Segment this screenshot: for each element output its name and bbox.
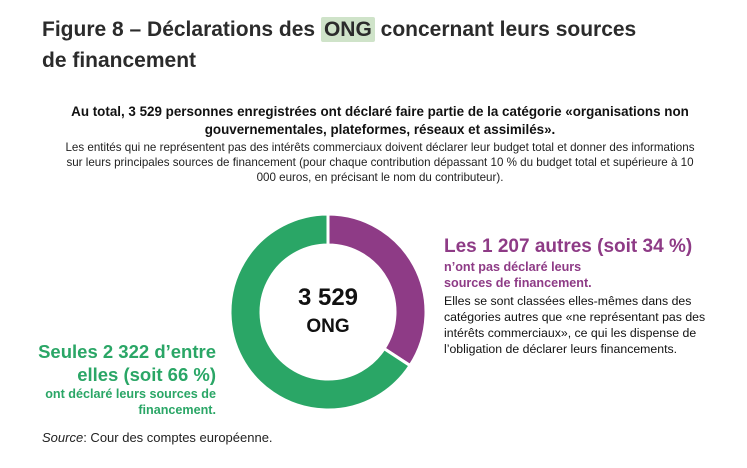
annotation-declared <box>20 340 216 418</box>
figure-title <box>42 14 642 76</box>
declared-headline: Seules 2 322 d’entre elles (soit 66 %) <box>38 341 216 385</box>
title-prefix: Figure 8 – Déclarations des <box>42 18 316 41</box>
center-value: 3 529 <box>297 284 359 311</box>
declared-subline: ont déclaré leurs sources de financement. <box>45 387 216 417</box>
intro-body: Les entités qui ne représentent pas des intérêts commerciaux doivent déclarer leur budget total et donner des informations sur leurs principales sources de financement (pour chaque contribution dépassant 10 % du budget total et supérieure à 10 000 euros, en précisant le nom du contributeur). <box>65 141 695 184</box>
source-label: Source <box>42 430 84 445</box>
intro-lead: Au total, 3 529 personnes enregistrées ont déclaré faire partie de la catégorie «organisations non gouvernementales, plateformes, réseaux et assimilés». <box>71 104 689 137</box>
not-declared-headline: Les 1 207 autres (soit 34 %) <box>444 236 693 257</box>
title-suffix: concernant leurs sources de financement <box>42 18 637 72</box>
intro-block <box>60 103 700 185</box>
not-declared-subline: n’ont pas déclaré leurs sources de financement. <box>444 260 592 290</box>
not-declared-description: Elles se sont classées elles-mêmes dans des catégories autres que «ne représentant pas des intérêts commerciaux», ce qui les dispense de l’obligation de déclarer leurs financements. <box>444 294 706 356</box>
center-label: ONG <box>306 316 350 337</box>
source-note <box>42 430 273 445</box>
source-text: : Cour des comptes européenne. <box>83 430 273 445</box>
title-highlight: ONG <box>321 17 375 42</box>
donut-chart <box>228 212 428 412</box>
annotation-not-declared <box>444 235 744 357</box>
